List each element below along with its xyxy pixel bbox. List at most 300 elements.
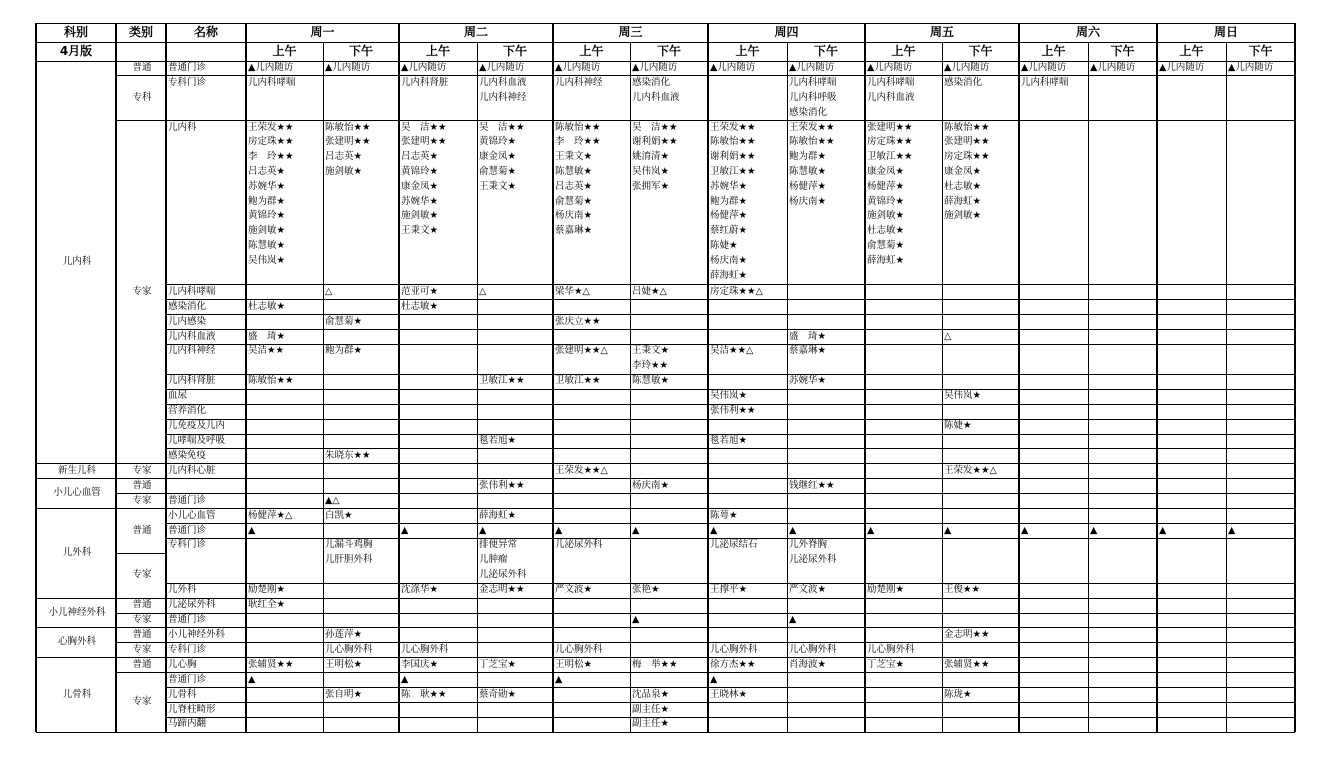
schedule-slot <box>1019 658 1088 673</box>
grid-line <box>166 508 1295 509</box>
schedule-slot: 儿内科哮喘 儿内科血液 <box>867 76 915 103</box>
schedule-slot <box>865 419 942 434</box>
schedule-slot <box>477 419 553 434</box>
schedule-slot <box>553 703 630 718</box>
grid-line <box>36 463 116 464</box>
grid-line <box>166 120 1295 121</box>
schedule-slot <box>1157 598 1226 613</box>
schedule-slot: ▲ <box>944 524 952 536</box>
schedule-slot <box>865 389 942 404</box>
schedule-slot <box>787 717 865 732</box>
department-label: 新生儿科 <box>57 464 96 476</box>
schedule-slot: 张伟利★★ <box>479 479 525 491</box>
schedule-slot: 陈敏怡★★ <box>248 375 294 387</box>
clinic-name: 小儿心血管 <box>168 509 216 521</box>
clinic-name: 儿内科肾脏 <box>168 375 216 387</box>
grid-line <box>36 23 1295 24</box>
schedule-slot: 张辅贤★★ <box>944 658 990 670</box>
clinic-name: 普通门诊 <box>168 673 207 685</box>
schedule-slot <box>399 479 477 494</box>
schedule-slot <box>942 300 1019 315</box>
grid-line <box>35 23 37 732</box>
header-day: 周五 <box>929 25 954 40</box>
schedule-slot: 王荣发★★ 陈敏怡★★ 鲍为群★ 陈慧敏★ 杨健萍★ 杨庆南★ <box>789 121 835 207</box>
schedule-slot: 卫敏江★★ <box>479 375 525 387</box>
schedule-slot: 薛海虹★ <box>479 509 517 521</box>
header-am: 上午 <box>272 44 297 59</box>
schedule-slot <box>323 76 399 121</box>
schedule-slot <box>787 434 865 449</box>
schedule-slot: 儿内科哮喘 <box>1021 76 1069 88</box>
schedule-slot: 儿内科肾脏 <box>401 76 449 88</box>
schedule-slot: 吴伟岚★ <box>944 390 982 402</box>
schedule-slot: 陈敏怡★★ 李 玲★★ 王秉文★ 陈慧敏★ 吕志英★ 俞慧菊★ 杨庆南★ 蔡嘉琳★ <box>555 121 601 237</box>
schedule-slot: ▲ <box>867 524 875 536</box>
schedule-slot: 鲍为群★ <box>325 345 363 357</box>
schedule-slot <box>323 464 399 479</box>
schedule-slot <box>323 479 399 494</box>
category-label: 普通 <box>132 599 152 611</box>
schedule-slot <box>630 494 708 509</box>
schedule-slot <box>708 330 787 345</box>
schedule-slot: 感染消化 <box>944 76 983 88</box>
grid-line <box>36 478 116 479</box>
schedule-slot: 陈敏怡★★ 张建明★★ 房定珠★★ 康金凤★ 杜志敏★ 薛海虹★ 施剑敏★ <box>944 121 990 222</box>
schedule-slot <box>399 389 477 404</box>
schedule-slot <box>1226 643 1295 658</box>
grid-line <box>36 627 116 628</box>
header-pm: 下午 <box>348 44 373 59</box>
schedule-slot: 感染消化 儿内科血液 <box>632 76 680 103</box>
grid-line <box>166 284 1295 285</box>
schedule-slot <box>1157 688 1226 703</box>
schedule-slot <box>1019 121 1088 285</box>
schedule-slot <box>1019 300 1088 315</box>
schedule-slot <box>1226 315 1295 330</box>
schedule-slot <box>246 688 323 703</box>
schedule-slot <box>477 613 553 628</box>
clinic-name: 感染消化 <box>168 300 207 312</box>
schedule-slot <box>1019 509 1088 524</box>
schedule-slot <box>708 628 787 643</box>
grid-line <box>166 627 1295 628</box>
schedule-slot: 沈品泉★ <box>632 688 670 700</box>
grid-line <box>166 448 1295 449</box>
schedule-slot <box>865 538 942 583</box>
schedule-slot <box>942 315 1019 330</box>
schedule-slot <box>787 300 865 315</box>
schedule-slot <box>630 404 708 419</box>
schedule-slot: ▲儿内随访 <box>944 62 990 73</box>
schedule-slot: ▲儿内随访 <box>1159 62 1205 73</box>
schedule-slot <box>1088 613 1157 628</box>
schedule-slot <box>630 673 708 688</box>
schedule-slot <box>942 494 1019 509</box>
schedule-slot <box>708 479 787 494</box>
grid-line <box>166 657 1295 658</box>
clinic-name: 专科门诊 <box>168 76 207 88</box>
schedule-slot <box>1088 464 1157 479</box>
schedule-slot: 陈慧敏★ <box>632 375 670 387</box>
grid-line <box>116 120 166 121</box>
schedule-slot: 王明松★ <box>325 658 363 670</box>
schedule-slot <box>630 643 708 658</box>
schedule-slot <box>1226 374 1295 389</box>
schedule-slot: 李国庆★ <box>401 658 439 670</box>
header-type-label: 类别 <box>128 25 153 40</box>
schedule-slot <box>246 464 323 479</box>
schedule-slot: △ <box>325 285 333 297</box>
schedule-slot: 副主任★ <box>632 703 670 715</box>
schedule-slot <box>865 479 942 494</box>
clinic-name: 儿内科哮喘 <box>168 285 216 297</box>
schedule-slot: 张建明★★△ <box>555 345 608 357</box>
schedule-slot <box>246 389 323 404</box>
grid-line <box>116 627 166 628</box>
schedule-slot <box>553 613 630 628</box>
schedule-slot <box>1088 479 1157 494</box>
schedule-slot <box>1226 434 1295 449</box>
schedule-slot: 朱晓东★★ <box>325 449 371 461</box>
schedule-slot: ▲儿内随访 <box>555 62 601 73</box>
schedule-slot <box>1019 703 1088 718</box>
schedule-slot <box>246 703 323 718</box>
grid-line <box>116 75 166 76</box>
schedule-slot: ▲儿内随访 <box>789 62 835 73</box>
schedule-slot <box>1226 598 1295 613</box>
schedule-slot: 蔡奇勋★ <box>479 688 517 700</box>
schedule-slot <box>865 509 942 524</box>
schedule-slot <box>787 673 865 688</box>
schedule-slot <box>1088 374 1157 389</box>
schedule-slot: 王秉文★ 李玲★★ <box>632 345 670 372</box>
schedule-slot <box>1088 121 1157 285</box>
schedule-slot <box>630 509 708 524</box>
clinic-name <box>166 479 246 494</box>
schedule-slot <box>865 464 942 479</box>
schedule-slot <box>1226 703 1295 718</box>
schedule-slot <box>1157 538 1226 583</box>
schedule-slot <box>708 494 787 509</box>
schedule-slot <box>1019 419 1088 434</box>
schedule-slot <box>1157 613 1226 628</box>
schedule-slot <box>1226 300 1295 315</box>
header-am: 上午 <box>1041 44 1066 59</box>
header-dept-label: 科别 <box>63 25 88 40</box>
schedule-slot <box>630 419 708 434</box>
schedule-slot <box>1019 330 1088 345</box>
schedule-slot <box>630 538 708 583</box>
schedule-slot <box>1157 389 1226 404</box>
schedule-slot: 王荣发★★ 陈敏怡★★ 谢利娟★★ 卫敏江★★ 苏婉华★ 鲍为群★ 杨健萍★ 蔡红蔚★ 陈婕★ 杨庆南★ 薛海虹★ <box>710 121 756 281</box>
grid-line <box>630 42 631 732</box>
schedule-slot <box>630 300 708 315</box>
schedule-slot <box>942 703 1019 718</box>
schedule-slot <box>1157 344 1226 374</box>
schedule-slot <box>246 404 323 419</box>
schedule-slot <box>787 703 865 718</box>
schedule-slot: ▲ <box>401 673 409 685</box>
schedule-slot <box>1088 330 1157 345</box>
schedule-slot <box>1157 434 1226 449</box>
category-label: 专科 <box>132 91 152 103</box>
schedule-slot <box>1226 419 1295 434</box>
schedule-slot <box>865 703 942 718</box>
schedule-slot <box>246 419 323 434</box>
schedule-slot <box>477 315 553 330</box>
schedule-slot <box>399 464 477 479</box>
schedule-slot <box>787 404 865 419</box>
schedule-slot <box>323 404 399 419</box>
schedule-slot: 张伟利★★ <box>710 405 756 417</box>
grid-line <box>166 419 1295 420</box>
schedule-slot <box>1088 717 1157 732</box>
schedule-slot: 严文波★ <box>789 584 827 596</box>
header-day: 周二 <box>463 25 488 40</box>
schedule-slot <box>477 598 553 613</box>
schedule-slot <box>553 598 630 613</box>
grid-line <box>166 404 1295 405</box>
schedule-slot <box>1226 509 1295 524</box>
schedule-slot <box>630 389 708 404</box>
header-day: 周四 <box>774 25 799 40</box>
grid-line <box>116 508 166 509</box>
schedule-slot: 吴 洁★★ 谢利娟★★ 姚淯清★ 吴伟岚★ 张拥军★ <box>632 121 678 192</box>
schedule-slot <box>1088 703 1157 718</box>
schedule-slot: 卫敏江★★ <box>555 375 601 387</box>
schedule-slot <box>1019 643 1088 658</box>
schedule-slot <box>630 464 708 479</box>
clinic-name: 小儿神经外科 <box>168 628 226 640</box>
schedule-slot: ▲儿内随访 <box>710 62 756 73</box>
schedule-slot <box>1226 479 1295 494</box>
schedule-slot <box>942 538 1019 583</box>
schedule-slot: 张辅贤★★ <box>248 658 294 670</box>
schedule-slot <box>1019 464 1088 479</box>
schedule-slot: ▲ <box>479 524 487 536</box>
schedule-slot <box>1157 374 1226 389</box>
schedule-slot <box>1157 300 1226 315</box>
grid-line <box>707 23 708 732</box>
schedule-slot <box>323 389 399 404</box>
schedule-slot <box>1157 673 1226 688</box>
schedule-slot <box>708 76 787 121</box>
grid-line <box>36 42 1295 43</box>
schedule-slot <box>1088 404 1157 419</box>
schedule-slot <box>1019 673 1088 688</box>
schedule-slot <box>477 464 553 479</box>
grid-line <box>1294 23 1296 732</box>
schedule-slot: △ <box>479 285 487 297</box>
schedule-slot <box>1226 494 1295 509</box>
schedule-slot <box>399 344 477 374</box>
header-edition: 4月版 <box>59 44 93 59</box>
schedule-slot: 吕婕★△ <box>632 285 667 297</box>
schedule-slot <box>553 419 630 434</box>
clinic-name: 儿骨科 <box>168 688 197 700</box>
grid-line <box>36 598 116 599</box>
schedule-slot: 王荣发★★△ <box>555 464 608 476</box>
schedule-slot <box>246 628 323 643</box>
schedule-slot <box>1088 538 1157 583</box>
grid-line <box>166 434 1295 435</box>
schedule-slot: 蔡嘉琳★ <box>789 345 827 357</box>
schedule-slot: ▲儿内随访 <box>867 62 913 73</box>
schedule-slot <box>553 479 630 494</box>
schedule-slot <box>1019 538 1088 583</box>
schedule-slot: 副主任★ <box>632 718 670 730</box>
grid-line <box>166 374 1295 375</box>
schedule-slot <box>1088 449 1157 464</box>
schedule-slot <box>942 404 1019 419</box>
schedule-slot <box>1226 538 1295 583</box>
schedule-slot <box>1157 583 1226 598</box>
schedule-slot <box>477 703 553 718</box>
clinic-name: 儿泌尿外科 <box>168 599 216 611</box>
grid-line <box>166 299 1295 300</box>
schedule-slot <box>1157 121 1226 285</box>
schedule-slot <box>323 613 399 628</box>
schedule-slot: 王俊★★ <box>944 584 981 596</box>
schedule-slot <box>1088 688 1157 703</box>
schedule-slot <box>1157 643 1226 658</box>
header-am: 上午 <box>735 44 760 59</box>
schedule-slot <box>708 717 787 732</box>
schedule-slot <box>399 434 477 449</box>
schedule-slot <box>1226 658 1295 673</box>
clinic-name: 儿内科神经 <box>168 345 216 357</box>
schedule-slot: ▲ <box>789 524 797 536</box>
category-label: 普通 <box>132 62 152 74</box>
schedule-slot: ▲儿内随访 <box>248 62 294 73</box>
schedule-slot <box>1019 315 1088 330</box>
schedule-slot: 房定珠★★△ <box>710 285 763 297</box>
schedule-slot <box>1226 76 1295 121</box>
schedule-slot <box>708 464 787 479</box>
header-am: 上午 <box>579 44 604 59</box>
grid-line <box>36 508 116 509</box>
grid-line <box>166 687 1295 688</box>
schedule-slot <box>399 613 477 628</box>
schedule-slot <box>865 374 942 389</box>
schedule-slot <box>246 613 323 628</box>
schedule-slot: 张建明★★ 房定珠★★ 卫敏江★★ 康金凤★ 杨健萍★ 黄锦玲★ 施剑敏★ 杜志敏★ 俞慧菊★ 薛海虹★ <box>867 121 913 266</box>
schedule-slot <box>399 509 477 524</box>
schedule-slot <box>787 419 865 434</box>
schedule-slot <box>553 330 630 345</box>
schedule-slot: 钱继红★★ <box>789 479 835 491</box>
grid-line <box>36 657 116 658</box>
schedule-slot <box>1088 344 1157 374</box>
schedule-slot <box>399 717 477 732</box>
header-pm: 下午 <box>502 44 527 59</box>
schedule-slot <box>399 703 477 718</box>
schedule-slot <box>630 315 708 330</box>
schedule-slot <box>865 628 942 643</box>
schedule-slot <box>477 717 553 732</box>
schedule-slot: 儿外脊胸 儿泌尿外科 <box>789 539 837 566</box>
schedule-slot <box>477 643 553 658</box>
department-label: 小儿神经外科 <box>48 606 106 618</box>
schedule-slot <box>553 717 630 732</box>
schedule-slot <box>1019 479 1088 494</box>
grid-line <box>942 42 943 732</box>
schedule-slot: 沈涤华★ <box>401 584 439 596</box>
schedule-slot <box>787 315 865 330</box>
schedule-slot <box>246 494 323 509</box>
schedule-slot: 丁芝宝★ <box>867 658 905 670</box>
schedule-slot <box>246 449 323 464</box>
grid-line <box>864 23 865 732</box>
schedule-slot: 儿心胸外科 <box>710 643 758 655</box>
schedule-slot <box>323 524 399 539</box>
schedule-slot <box>1226 628 1295 643</box>
schedule-slot: 儿心胸外科 <box>789 643 837 655</box>
schedule-slot: ▲ <box>555 524 563 536</box>
schedule-slot: ▲ <box>632 614 640 626</box>
schedule-slot <box>399 404 477 419</box>
schedule-slot <box>553 688 630 703</box>
schedule-slot <box>477 673 553 688</box>
schedule-slot: 陈婕★ <box>944 420 972 432</box>
schedule-slot <box>1157 479 1226 494</box>
schedule-slot: 儿心胸外科 <box>555 643 603 655</box>
header-pm: 下午 <box>813 44 838 59</box>
schedule-slot: 耿红全★ <box>248 599 286 611</box>
schedule-slot <box>708 613 787 628</box>
grid-line <box>1018 23 1019 732</box>
schedule-slot: 励楚刚★ <box>248 584 286 596</box>
schedule-slot <box>1019 583 1088 598</box>
schedule-slot <box>1226 688 1295 703</box>
schedule-slot <box>399 449 477 464</box>
schedule-slot <box>865 315 942 330</box>
schedule-slot <box>553 389 630 404</box>
grid-line <box>116 672 166 673</box>
schedule-slot <box>942 598 1019 613</box>
schedule-slot: 孙莲萍★ <box>325 628 363 640</box>
schedule-slot <box>1226 389 1295 404</box>
schedule-slot <box>323 673 399 688</box>
grid-line <box>166 732 1295 733</box>
header-day: 周一 <box>310 25 335 40</box>
department-label: 心胸外科 <box>57 636 96 648</box>
schedule-slot <box>553 509 630 524</box>
schedule-slot <box>942 374 1019 389</box>
clinic-name: 感染免疫 <box>168 449 207 461</box>
clinic-name: 普通门诊 <box>168 62 207 73</box>
schedule-slot <box>1157 330 1226 345</box>
schedule-slot <box>865 344 942 374</box>
schedule-slot <box>477 449 553 464</box>
schedule-slot <box>865 285 942 300</box>
header-name-label: 名称 <box>193 25 218 40</box>
schedule-slot <box>787 285 865 300</box>
schedule-slot: 吴伟岚★ <box>710 390 748 402</box>
clinic-name: 儿内感染 <box>168 315 207 327</box>
grid-line <box>36 61 116 62</box>
schedule-slot <box>399 330 477 345</box>
schedule-slot <box>1088 285 1157 300</box>
schedule-slot <box>477 389 553 404</box>
schedule-slot: 范亚可★ <box>401 285 439 297</box>
schedule-slot <box>1226 613 1295 628</box>
schedule-slot <box>942 434 1019 449</box>
schedule-slot <box>1019 404 1088 419</box>
schedule-slot <box>1088 76 1157 121</box>
grid-line <box>1088 42 1089 732</box>
grid-line <box>1156 23 1157 732</box>
